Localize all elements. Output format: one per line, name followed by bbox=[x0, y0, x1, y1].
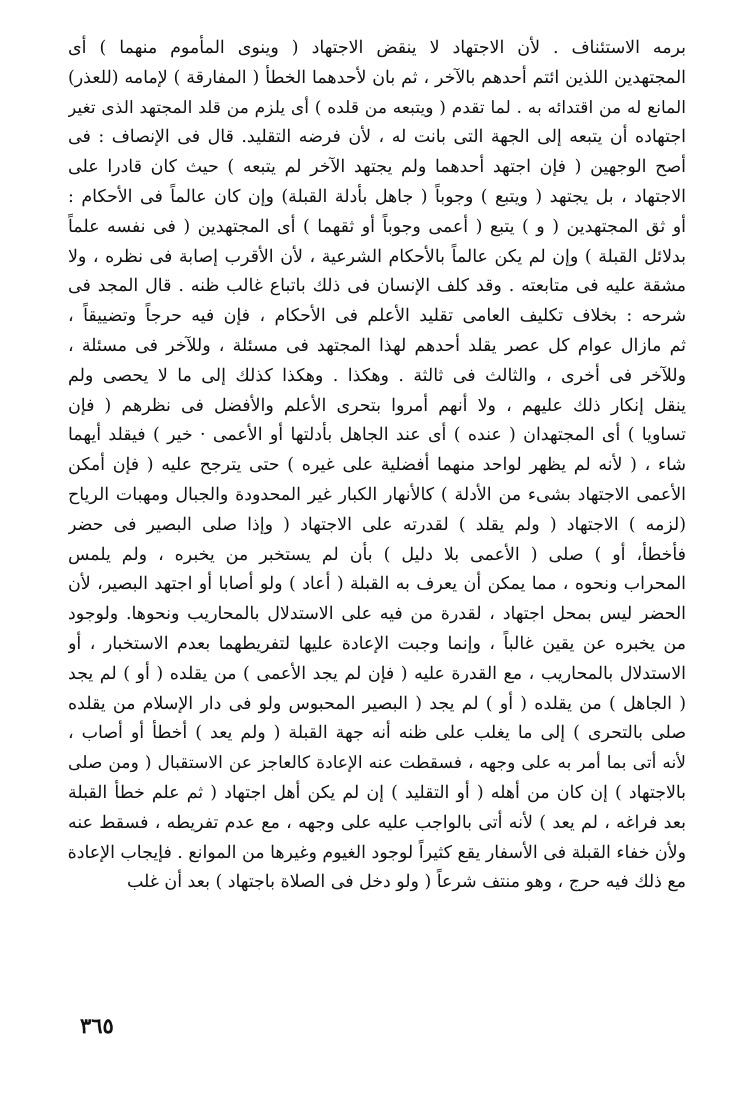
text-line: ولأن خفاء القبلة فى الأسفار يقع كثيراً لوجود الغيوم وغيرها من الموانع . فإيجاب الإعادة bbox=[68, 842, 686, 863]
text-line: وللآخر فى أخرى ، والثالث فى ثالثة . وهكذا . وهكذا كذلك إلى ما لا يحصى ولم bbox=[68, 365, 686, 386]
text-line: اجتهاده أن يتبعه إلى الجهة التى بانت له ، لأن فرضه التقليد. قال فى الإنصاف : فى bbox=[68, 127, 686, 148]
text-line: ينقل إنكار ذلك عليهم ، ولا أنهم أمروا بتحرى الأعلم والأفضل فى نظرهم ( فإن bbox=[68, 395, 686, 416]
text-line: المانع له من اقتدائه به . لما تقدم ( ويتبعه من قلده ) أى يلزم من قلد المجتهد الذى تغير bbox=[68, 97, 686, 118]
text-line: بدلائل القبلة ) وإن لم يكن عالماً بالأحكام الشرعية ، لأن الأقرب إصابة فى نظره ، ولا bbox=[68, 246, 686, 267]
text-line: شرحه : بخلاف تكليف العامى تقليد الأعلم فى الأحكام ، فإن فيه حرجاً وتضييقاً ، bbox=[68, 306, 686, 327]
text-line: مع ذلك فيه حرج ، وهو منتف شرعاً ( ولو دخل فى الصلاة باجتهاد ) بعد أن غلب bbox=[126, 872, 686, 893]
text-line: الحضر ليس بمحل اجتهاد ، لقدرة من فيه على الاستدلال بالمحاريب ونحوها. ولوجود bbox=[68, 604, 686, 625]
text-line: مشقة عليه فى متابعته . وقد كلف الإنسان فى ذلك باتباع غالب ظنه . قال المجد فى bbox=[68, 276, 686, 297]
text-line: (لزمه ) الاجتهاد ( ولم يقلد ) لقدرته على الاجتهاد ( وإذا صلى البصير فى حضر bbox=[68, 514, 686, 535]
text-line: برمه الاستئناف . لأن الاجتهاد لا ينقض الاجتهاد ( وينوى المأموم منهما ) أى bbox=[68, 38, 686, 58]
text-line: شاء ، ( لأنه لم يظهر لواحد منهما أفضلية على غيره ) حتى يترجح عليه ( فإن أمكن bbox=[68, 455, 686, 476]
text-line: الأعمى الاجتهاد بشىء من الأدلة ) كالأنهار الكبار غير المحدودة والجبال ومهبات الرياح bbox=[68, 484, 686, 505]
text-line: تساويا ) أى المجتهدان ( عنده ) أى عند الجاهل بأدلتها أو الأعمى · خير ) فيقلد أيهما bbox=[68, 425, 686, 446]
text-line: بعد فراغه ، لم يعد ) لأنه أتى بالواجب عليه على وجهه ، مع عدم تفريطه ، فسقط عنه bbox=[68, 812, 686, 833]
page-number: ٣٦٥ bbox=[80, 1013, 114, 1038]
text-line: الاجتهاد ، بل يجتهد ( ويتبع ) وجوباً ( جاهل بأدلة القبلة) وإن كان عالماً فى الأحكام : bbox=[68, 186, 686, 207]
text-line: المجتهدين اللذين ائتم أحدهم بالآخر ، ثم بان لأحدهما الخطأ ( المفارقة ) لإمامه (للعذر) bbox=[68, 67, 686, 88]
text-line: ( الجاهل ) من يقلده ( أو ) لم يجد ( البصير المحبوس ولو فى دار الإسلام من يقلده bbox=[68, 693, 686, 714]
body-text bbox=[68, 34, 686, 898]
text-line: ثم مازال عوام كل عصر يقلد أحدهم لهذا المجتهد فى مسئلة ، وللآخر فى مسئلة ، bbox=[68, 335, 686, 356]
text-line: من يخبره عن يقين غالباً ، وإنما وجبت الإعادة عليها لتفريطهما بعدم الاستخبار ، أو bbox=[68, 633, 686, 654]
text-line: أو ثق المجتهدين ( و ) يتبع ( أعمى وجوباً أو ثقهما ) أى المجتهدين ( فى نفسه علماً bbox=[68, 216, 686, 237]
text-line: صلى بالتحرى ) إلى ما يغلب على ظنه أنه جهة القبلة ( ولم يعد ) أخطأ أو أصاب ، bbox=[68, 723, 686, 744]
text-line: المحراب ونحوه ، مما يمكن أن يعرف به القبلة ( أعاد ) ولو أصابا أو اجتهد البصير، لأن bbox=[68, 574, 686, 595]
text-line: الاستدلال بالمحاريب ، مع القدرة عليه ( فإن لم يجد الأعمى ) من يقلده ( أو ) لم يجد bbox=[68, 663, 686, 684]
text-line: فأخطأ، أو ) صلى ( الأعمى بلا دليل ) بأن لم يستخبر من يخبره ، ولم يلمس bbox=[68, 544, 686, 565]
text-line: بالاجتهاد ) إن كان من أهله ( أو التقليد ) إن لم يكن أهل اجتهاد ( ثم علم خطأ القبلة bbox=[68, 782, 686, 803]
text-line: أصح الوجهين ( فإن اجتهد أحدهما ولم يجتهد الآخر لم يتبعه ) حيث كان قادرا على bbox=[68, 157, 686, 178]
text-line: لأنه أتى بما أمر به على وجهه ، فسقطت عنه الإعادة كالعاجز عن الاستقبال ( ومن صلى bbox=[68, 753, 686, 774]
